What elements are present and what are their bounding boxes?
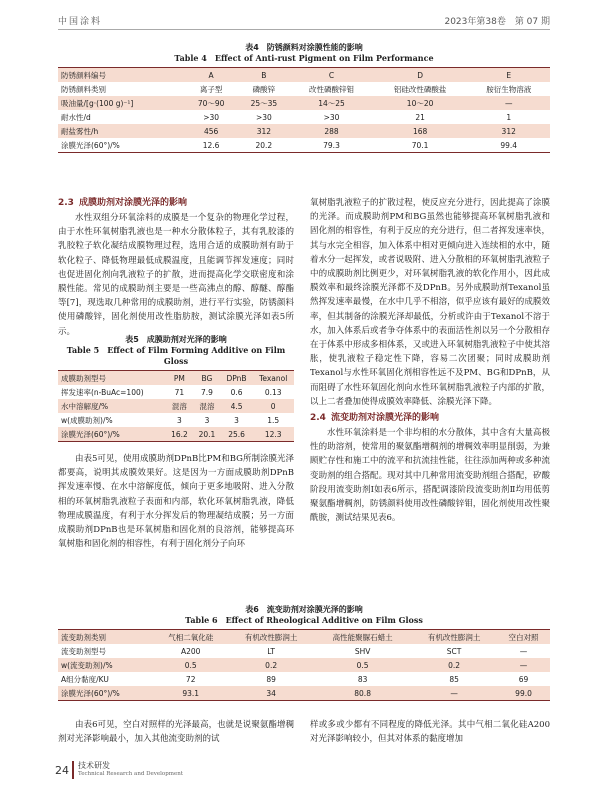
table-cell: 0.13 xyxy=(264,387,282,397)
table-cell: E xyxy=(467,68,550,83)
running-header xyxy=(58,14,550,26)
table-cell: A200 xyxy=(180,646,201,656)
table4-caption-en: Table 4 Effect of Anti-rust Pigment on Film Performance xyxy=(174,53,434,63)
table-row xyxy=(58,68,550,83)
footer-section-en: Technical Research and Development xyxy=(78,771,183,777)
table-cell: DPnB xyxy=(221,371,253,386)
table-cell: 80.8 xyxy=(314,686,411,701)
table-row xyxy=(58,385,294,399)
table-cell: — xyxy=(411,686,497,701)
table-cell: >30 xyxy=(255,112,272,122)
row-header-cell: w(成膜助剂)/% xyxy=(61,415,113,425)
journal-name: 中国涂料 xyxy=(58,17,103,27)
table-row xyxy=(58,399,294,413)
table-cell: 20.2 xyxy=(237,138,290,153)
table6 xyxy=(58,629,550,701)
table-row xyxy=(58,630,550,645)
table-cell: 胺衍生物溶液 xyxy=(486,84,532,94)
table-row xyxy=(58,110,550,124)
table-cell: 0.5 xyxy=(153,658,228,672)
table-cell: 168 xyxy=(373,124,468,138)
table-cell: 85 xyxy=(449,674,459,684)
table-cell: 83 xyxy=(357,674,368,684)
table-row xyxy=(58,413,294,427)
row-header-cell: 流变助剂型号 xyxy=(61,646,106,656)
table-row xyxy=(58,96,550,110)
row-header-cell: 涂膜光泽(60°)/% xyxy=(58,686,153,701)
table-cell: 21 xyxy=(415,112,425,122)
table-cell: 10～20 xyxy=(373,96,468,110)
table-cell: B xyxy=(237,68,290,83)
table-cell: 69 xyxy=(518,674,529,684)
paragraph: 水性双组分环氧涂料的成膜是一个复杂的物理化学过程，由于水性环氧树脂乳液也是一种水分散体粒子，其有乳胶漆的乳胶粒子软化凝结成膜物理过程，选用合适的成膜助剂有助于软化粒子、降低物理最低成膜温度，且能调节挥发速度；同时也促进固化剂向乳液粒子的扩散，进而提高化学交联密度和涂膜性能。常见的成膜助剂主要是一些高沸点的醇、醇醚、醇酯等[7]，现选取几种常用的成膜助剂，进行平行实验，防锈颜料使用磷酸锌，固化剂使用改性脂肪胺，测试涂膜光泽如表5所示。 xyxy=(58,213,294,337)
table6-caption-zh: 表6 流变助剂对涂膜光泽的影响 xyxy=(245,605,363,614)
row-header-cell: w(流变助剂)/% xyxy=(58,658,153,672)
table-cell: 99.0 xyxy=(497,686,550,701)
table6-block xyxy=(58,604,550,701)
table-cell: 空白对照 xyxy=(497,630,550,645)
table-cell: >30 xyxy=(323,112,340,122)
table-cell: >30 xyxy=(203,112,220,122)
table-cell: — xyxy=(497,658,550,672)
table4 xyxy=(58,67,550,153)
row-header-cell: 水中溶解度/% xyxy=(58,399,166,413)
table-cell: 0.5 xyxy=(314,658,411,672)
table-cell: 有机改性膨润土 xyxy=(228,630,314,645)
row-header-cell: 涂膜光泽(60°)/% xyxy=(58,427,166,442)
table5-caption-zh: 表5 成膜助剂对光泽的影响 xyxy=(125,335,227,344)
row-header-cell: A组分黏度/KU xyxy=(61,674,109,684)
table-cell: 0.2 xyxy=(228,658,314,672)
right-column-bottom xyxy=(310,718,550,746)
table-cell: — xyxy=(467,96,550,110)
table-cell: 离子型 xyxy=(199,84,223,94)
table-row xyxy=(58,427,294,442)
paragraph: 由表5可见，使用成膜助剂DPnB比PM和BG所制涂膜光泽都要高，说明其成膜效果好。这是因为一方面成膜助剂DPnB挥发速率慢、在水中溶解度低，倾向于更多地吸附、进入分散相的环氧树脂乳液粒子表面和内部，软化环氧树脂乳液，降低物理成膜温度，有利于水分挥发后的物理凝结成膜；另一方面成膜助剂DPnB也是环氧树脂和固化剂的良溶剂，能够提高环氧树脂和固化剂的相容性，有利于固化剂分子向环 xyxy=(58,454,294,550)
table-cell: 34 xyxy=(228,686,314,701)
table-cell: 288 xyxy=(290,124,373,138)
table-cell: 0.2 xyxy=(411,658,497,672)
table-cell: 72 xyxy=(185,674,196,684)
page-number: 24 xyxy=(55,764,69,777)
table-cell: 12.3 xyxy=(252,427,294,442)
table-cell: 0.6 xyxy=(230,387,243,397)
table-cell: D xyxy=(373,68,468,83)
table-cell: Texanol xyxy=(252,371,294,386)
table-cell: 312 xyxy=(467,124,550,138)
table-cell: A xyxy=(185,68,238,83)
table-cell: 4.5 xyxy=(221,399,253,413)
table4-block xyxy=(58,42,550,153)
table-cell: 气相二氧化硅 xyxy=(153,630,228,645)
table-cell: 改性磷酸锌钼 xyxy=(309,84,354,94)
issue-info: 2023年第38卷 第 07 期 xyxy=(444,17,550,27)
table-cell: LT xyxy=(267,646,276,656)
left-column-bottom xyxy=(58,718,294,746)
table-cell: PM xyxy=(166,371,194,386)
table-cell: 71 xyxy=(174,387,185,397)
table-cell: 12.6 xyxy=(185,138,238,153)
paragraph: 由表6可见，空白对照样的光泽最高，也就是说聚氨酯增稠剂对光泽影响最小，加入其他流变助剂的试 xyxy=(58,720,294,745)
paragraph: 样或多或少都有不同程度的降低光泽。其中气相二氧化硅A200对光泽影响较小，但其对体系的黏度增加 xyxy=(310,720,550,745)
row-header-cell: 吸油量/[g·(100 g)⁻¹] xyxy=(58,96,185,110)
table-cell: 7.9 xyxy=(200,387,213,397)
table-row xyxy=(58,371,294,386)
table-cell: 混溶 xyxy=(166,399,194,413)
table-row xyxy=(58,686,550,701)
row-header-cell: 防锈颜料类别 xyxy=(61,84,106,94)
row-header-cell: 涂膜光泽(60°)/% xyxy=(58,138,185,153)
table-cell: 混溶 xyxy=(193,399,221,413)
right-column xyxy=(310,196,550,525)
table6-caption-en: Table 6 Effect of Rheological Additive on Film Gloss xyxy=(185,615,423,625)
row-header-cell: 流变助剂类别 xyxy=(58,630,153,645)
table-cell: 25～35 xyxy=(237,96,290,110)
table-cell: 93.1 xyxy=(153,686,228,701)
table-cell: 70～90 xyxy=(185,96,238,110)
table-cell: 70.1 xyxy=(373,138,468,153)
footer-bar xyxy=(72,761,74,779)
table5-caption-en: Table 5 Effect of Film Forming Additive on Film Gloss xyxy=(66,345,286,366)
table-cell: 456 xyxy=(185,124,238,138)
table-cell: 99.4 xyxy=(467,138,550,153)
table-cell: 铝硅改性磷酸盐 xyxy=(393,84,447,94)
table-cell: 3 xyxy=(234,415,239,425)
row-header-cell: 挥发速率(n-BuAc=100) xyxy=(61,387,144,397)
table-cell: 16.2 xyxy=(166,427,194,442)
table-cell: 20.1 xyxy=(193,427,221,442)
section-2-3-heading: 2.3 成膜助剂对涂膜光泽的影响 xyxy=(58,198,187,208)
row-header-cell: 防锈颜料编号 xyxy=(58,68,185,83)
left-column-lower xyxy=(58,452,294,551)
table-cell: 312 xyxy=(237,124,290,138)
table-row xyxy=(58,672,550,686)
table-cell: 1 xyxy=(506,112,512,122)
table-row xyxy=(58,644,550,658)
table5 xyxy=(58,370,294,442)
table-row xyxy=(58,658,550,672)
table-row xyxy=(58,82,550,96)
left-column xyxy=(58,196,294,339)
table-cell: 高性能聚脲石蜡土 xyxy=(314,630,411,645)
table-row xyxy=(58,138,550,153)
row-header-cell: 成膜助剂型号 xyxy=(58,371,166,386)
table-cell: — xyxy=(519,646,528,656)
table-cell: SCT xyxy=(446,646,462,656)
table-cell: SHV xyxy=(354,646,371,656)
table-cell: 14～25 xyxy=(290,96,373,110)
header-rule xyxy=(58,29,550,30)
table-cell: 79.3 xyxy=(290,138,373,153)
table-cell: BG xyxy=(193,371,221,386)
table-cell: 1.5 xyxy=(267,415,280,425)
footer-section-zh: 技术研发 xyxy=(78,761,110,770)
table-row xyxy=(58,124,550,138)
paragraph: 水性环氧涂料是一个非均相的水分散体，其中含有大量高极性的助溶剂，使常用的聚氨酯增稠剂的增稠效率明显削弱，为兼顾贮存性和施工中的流平和抗流挂性能，往往添加两种或多种流变助剂的组合搭配。现对其中几种常用流变助剂组合搭配，矽酸阶段用流变助剂Ⅰ如表6所示，搭配调漆阶段流变助剂Ⅱ均用低剪聚氨酯增稠剂，防锈颜料使用改性磷酸锌钼，固化剂使用改性聚酰胺，测试结果见表6。 xyxy=(310,428,550,524)
table-cell: 3 xyxy=(204,415,210,425)
table-cell: 0 xyxy=(252,399,294,413)
table-cell: 89 xyxy=(266,674,276,684)
table4-caption-zh: 表4 防锈颜料对涂膜性能的影响 xyxy=(245,43,363,52)
row-header-cell: 耐盐雾性/h xyxy=(58,124,185,138)
table-cell: C xyxy=(290,68,373,83)
table-cell: 有机改性膨润土 xyxy=(411,630,497,645)
table-cell: 磷酸锌 xyxy=(252,84,276,94)
table-cell: 3 xyxy=(177,415,182,425)
paragraph: 氧树脂乳液粒子的扩散过程，使反应充分进行，因此提高了涂膜的光泽。而成膜助剂PM和BG虽然也能够提高环氧树脂乳液和固化剂的相容性，有利于反应的充分进行，但二者挥发速率快，其与水完全相容，加入体系中相对更倾向进入连续相的水中，随着水分一起挥发，或者说吸附、进入分散相的环氧树脂乳液粒子中的成膜助剂比例更少，对环氧树脂乳液的软化作用小，因此成膜效率和最终涂膜光泽都不及DPnB。另外成膜助剂Texanol虽然挥发速率最慢，在水中几乎不相溶，似乎应该有最好的成膜效率，但其制备的涂膜光泽却最低，分析或许由于Texanol不溶于水，加入体系后或者争夺体系中的表面活性剂以另一个分散相存在于体系中形成多相体系，又或进入环氧树脂乳液粒子中使其溶胀，使乳液粒子稳定性下降，容易二次团聚；同时成膜助剂Texanol与水性环氧固化剂相容性远不及PM、BG和DPnB，从而阻碍了水性环氧固化剂向水性环氧树脂乳液粒子内部的扩散，以上二者叠加使得成膜效率降低、涂膜光泽下降。 xyxy=(310,198,550,407)
table5-block xyxy=(58,334,294,442)
section-2-4-heading: 2.4 流变助剂对涂膜光泽的影响 xyxy=(310,413,439,424)
table-cell: 25.6 xyxy=(221,427,253,442)
row-header-cell: 耐水性/d xyxy=(61,112,91,122)
